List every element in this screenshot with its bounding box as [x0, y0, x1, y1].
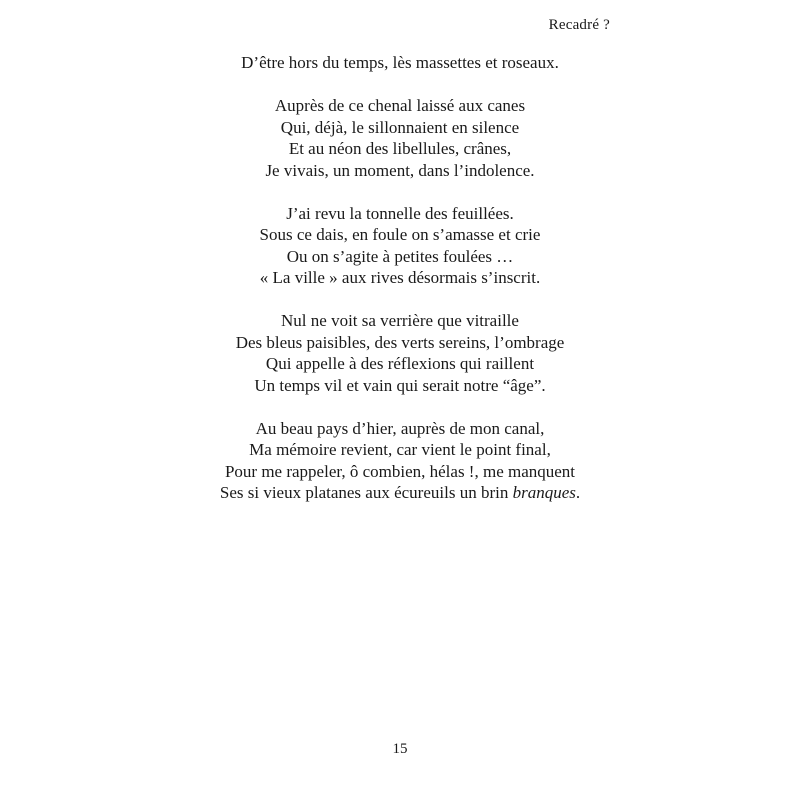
poem-line: Qui, déjà, le sillonnaient en silence [280, 117, 520, 137]
stanza-break [0, 396, 800, 418]
emphasized-word: branques [512, 483, 576, 502]
poem-line: Et au néon des libellules, crânes, [288, 139, 512, 158]
poem-line: Des bleus paisibles, des verts sereins, l’ombrage [235, 332, 565, 352]
stanza-break [0, 74, 800, 96]
poem-line: Je vivais, un moment, dans l’indolence. [265, 160, 535, 180]
poem-line: Au beau pays d’hier, auprès de mon canal, [255, 418, 545, 438]
poem-line: Ma mémoire revient, car vient le point final, [249, 440, 551, 459]
poem-line: D’être hors du temps, lès massettes et roseaux. [241, 53, 559, 72]
line-end-punctuation: . [575, 483, 581, 502]
poem-line: Pour me rappeler, ô combien, hélas !, me manquent [224, 461, 576, 481]
stanza-break [0, 181, 800, 203]
stanza-break [0, 289, 800, 311]
poem-line: Nul ne voit sa verrière que vitraille [281, 311, 519, 330]
poem [0, 52, 800, 504]
poem-line: Qui appelle à des réflexions qui raillent [265, 354, 535, 373]
poem-line: J’ai revu la tonnelle des feuillées. [286, 203, 514, 223]
poem-line: Auprès de ce chenal laissé aux canes [274, 96, 526, 115]
running-head: Recadré ? [548, 17, 610, 33]
poem-line: Sous ce dais, en foule on s’amasse et crie [259, 225, 541, 244]
poem-line: Un temps vil et vain qui serait notre “âge”. [254, 375, 546, 395]
page-number: 15 [392, 741, 408, 757]
poem-line-last [0, 482, 800, 504]
poem-line: « La ville » aux rives désormais s’inscrit. [259, 268, 541, 287]
poem-line: Ou on s’agite à petites foulées … [286, 246, 514, 266]
poem-line-text: Ses si vieux platanes aux écureuils un brin [219, 483, 513, 502]
